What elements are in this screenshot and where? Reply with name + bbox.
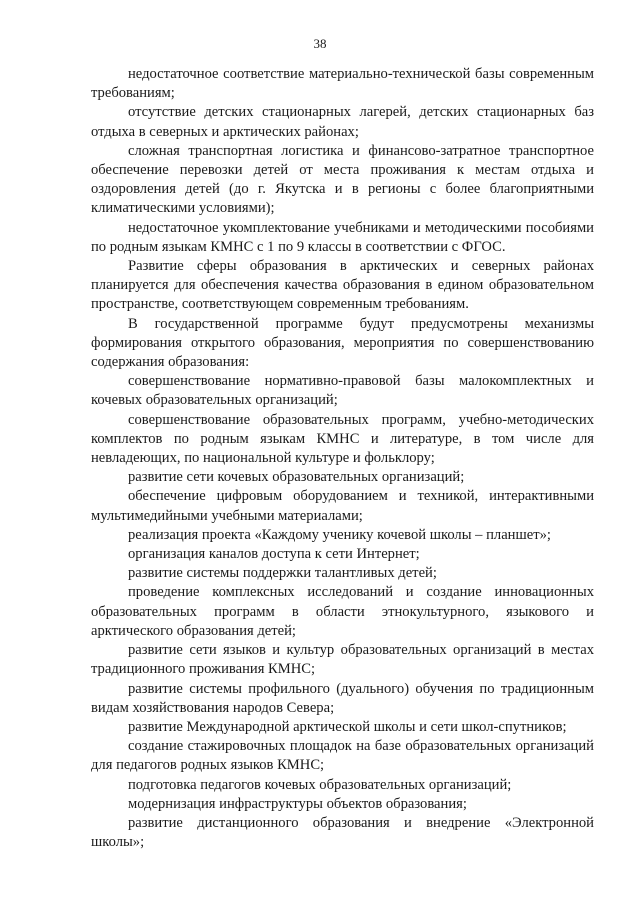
paragraph: организация каналов доступа к сети Интернет; <box>128 546 420 563</box>
paragraph: недостаточное укомплектование учебниками и методическими пособиями по родным языкам КМНС с 1 по 9 классы в соответствии с ФГОС. <box>91 219 594 255</box>
paragraph: проведение комплексных исследований и создание инновационных образовательных программ в области этнокультурного, языкового и арктического образования детей; <box>91 584 594 639</box>
paragraph: развитие системы поддержки талантливых детей; <box>128 565 437 582</box>
paragraph: модернизация инфраструктуры объектов образования; <box>128 795 467 812</box>
body-text <box>91 65 594 852</box>
paragraph: подготовка педагогов кочевых образовательных организаций; <box>128 776 512 793</box>
paragraph: обеспечение цифровым оборудованием и техникой, интерактивными мультимедийными учебными материалами; <box>91 488 594 524</box>
page-number: 38 <box>313 36 327 51</box>
paragraph: развитие Международной арктической школы и сети школ-спутников; <box>128 718 567 735</box>
paragraph: развитие сети языков и культур образовательных организаций в местах традиционного проживания КМНС; <box>91 642 594 678</box>
paragraph: создание стажировочных площадок на базе образовательных организаций для педагогов родных языков КМНС; <box>91 738 594 774</box>
paragraph: Развитие сферы образования в арктических и северных районах планируется для обеспечения качества образования в едином образовательном пространстве, соответствующем современным требованиям. <box>91 258 594 313</box>
paragraph: развитие сети кочевых образовательных организаций; <box>128 469 465 486</box>
paragraph: отсутствие детских стационарных лагерей, детских стационарных баз отдыха в северных и арктических районах; <box>91 104 594 140</box>
paragraph: В государственной программе будут предусмотрены механизмы формирования открытого образования, мероприятия по совершенствованию содержания образования: <box>91 315 594 371</box>
paragraph: сложная транспортная логистика и финансово-затратное транспортное обеспечение перевозки детей от места проживания к местам отдыха и оздоровления детей (до г. Якутска и в регионы с более благоприятными климатическими условиями); <box>91 142 594 217</box>
paragraph: развитие дистанционного образования и внедрение «Электронной школы»; <box>91 814 594 851</box>
paragraph: реализация проекта «Каждому ученику кочевой школы – планшет»; <box>128 526 551 543</box>
paragraph: совершенствование образовательных программ, учебно-методических комплектов по родным языкам КМНС и литературе, в том числе для невладеющих, по национальной культуре и фольклору; <box>91 411 594 467</box>
paragraph: развитие системы профильного (дуального) обучения по традиционным видам хозяйствования народов Севера; <box>91 680 594 716</box>
paragraph: недостаточное соответствие материально-технической базы современным требованиям; <box>91 66 594 102</box>
paragraph: совершенствование нормативно-правовой базы малокомплектных и кочевых образовательных организаций; <box>91 373 594 409</box>
